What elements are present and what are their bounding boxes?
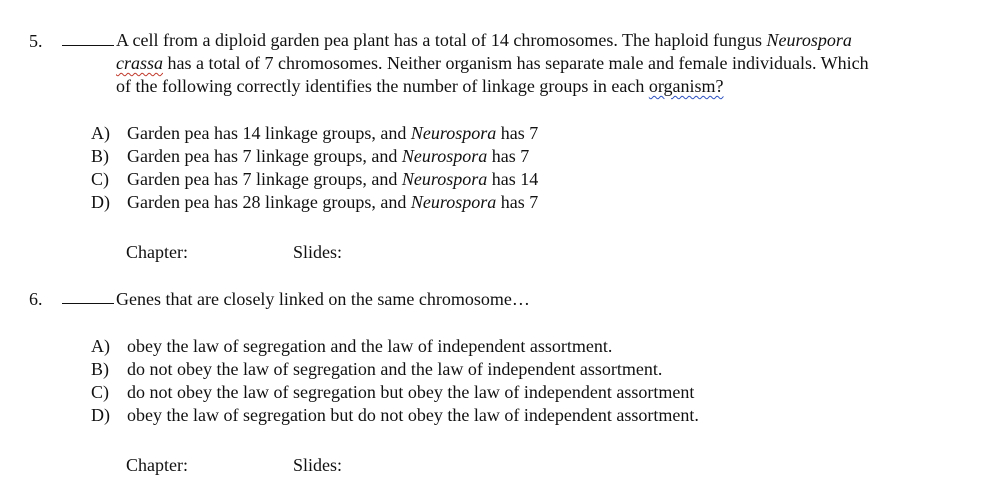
question-5-answer-blank <box>62 31 114 46</box>
choice-a: A) Garden pea has 14 linkage groups, and Neurospora has 7 <box>91 123 539 143</box>
choice-a: A) obey the law of segregation and the law of independent assortment. <box>91 336 613 356</box>
chapter-label: Chapter: <box>126 455 188 475</box>
slides-label: Slides: <box>293 242 343 262</box>
slides-label: Slides: <box>293 455 343 475</box>
question-5-number: 5. <box>29 31 43 51</box>
choice-d: D) obey the law of segregation but do not obey the law of independent assortment. <box>91 405 699 425</box>
question-6-stem <box>116 288 984 311</box>
choice-b: B) Garden pea has 7 linkage groups, and Neurospora has 7 <box>91 146 530 166</box>
question-5-stem-line-3: of the following correctly identifies the number of linkage groups in each organism? <box>116 76 724 96</box>
question-5-stem-line-2: crassa has a total of 7 chromosomes. Neither organism has separate male and female individuals. Which <box>116 53 869 73</box>
question-5-choices <box>91 122 538 214</box>
choice-b: B) do not obey the law of segregation and the law of independent assortment. <box>91 359 663 379</box>
question-6-choices <box>91 335 699 427</box>
question-5-stem-line-1: A cell from a diploid garden pea plant has a total of 14 chromosomes. The haploid fungus Neurospora <box>116 30 852 50</box>
question-5-meta <box>126 242 343 263</box>
spellcheck-word: crassa <box>116 53 164 73</box>
question-6-answer-blank <box>62 289 114 304</box>
choice-c: C) do not obey the law of segregation but obey the law of independent assortment <box>91 382 695 402</box>
chapter-label: Chapter: <box>126 242 188 262</box>
grammar-check-word: organism? <box>648 76 724 96</box>
question-6-meta <box>126 455 343 476</box>
choice-d: D) Garden pea has 28 linkage groups, and Neurospora has 7 <box>91 192 539 212</box>
question-5-stem <box>116 29 984 98</box>
question-6-stem-line-1: Genes that are closely linked on the same chromosome… <box>116 289 530 309</box>
question-6-number: 6. <box>29 289 43 309</box>
choice-c: C) Garden pea has 7 linkage groups, and Neurospora has 14 <box>91 169 539 189</box>
